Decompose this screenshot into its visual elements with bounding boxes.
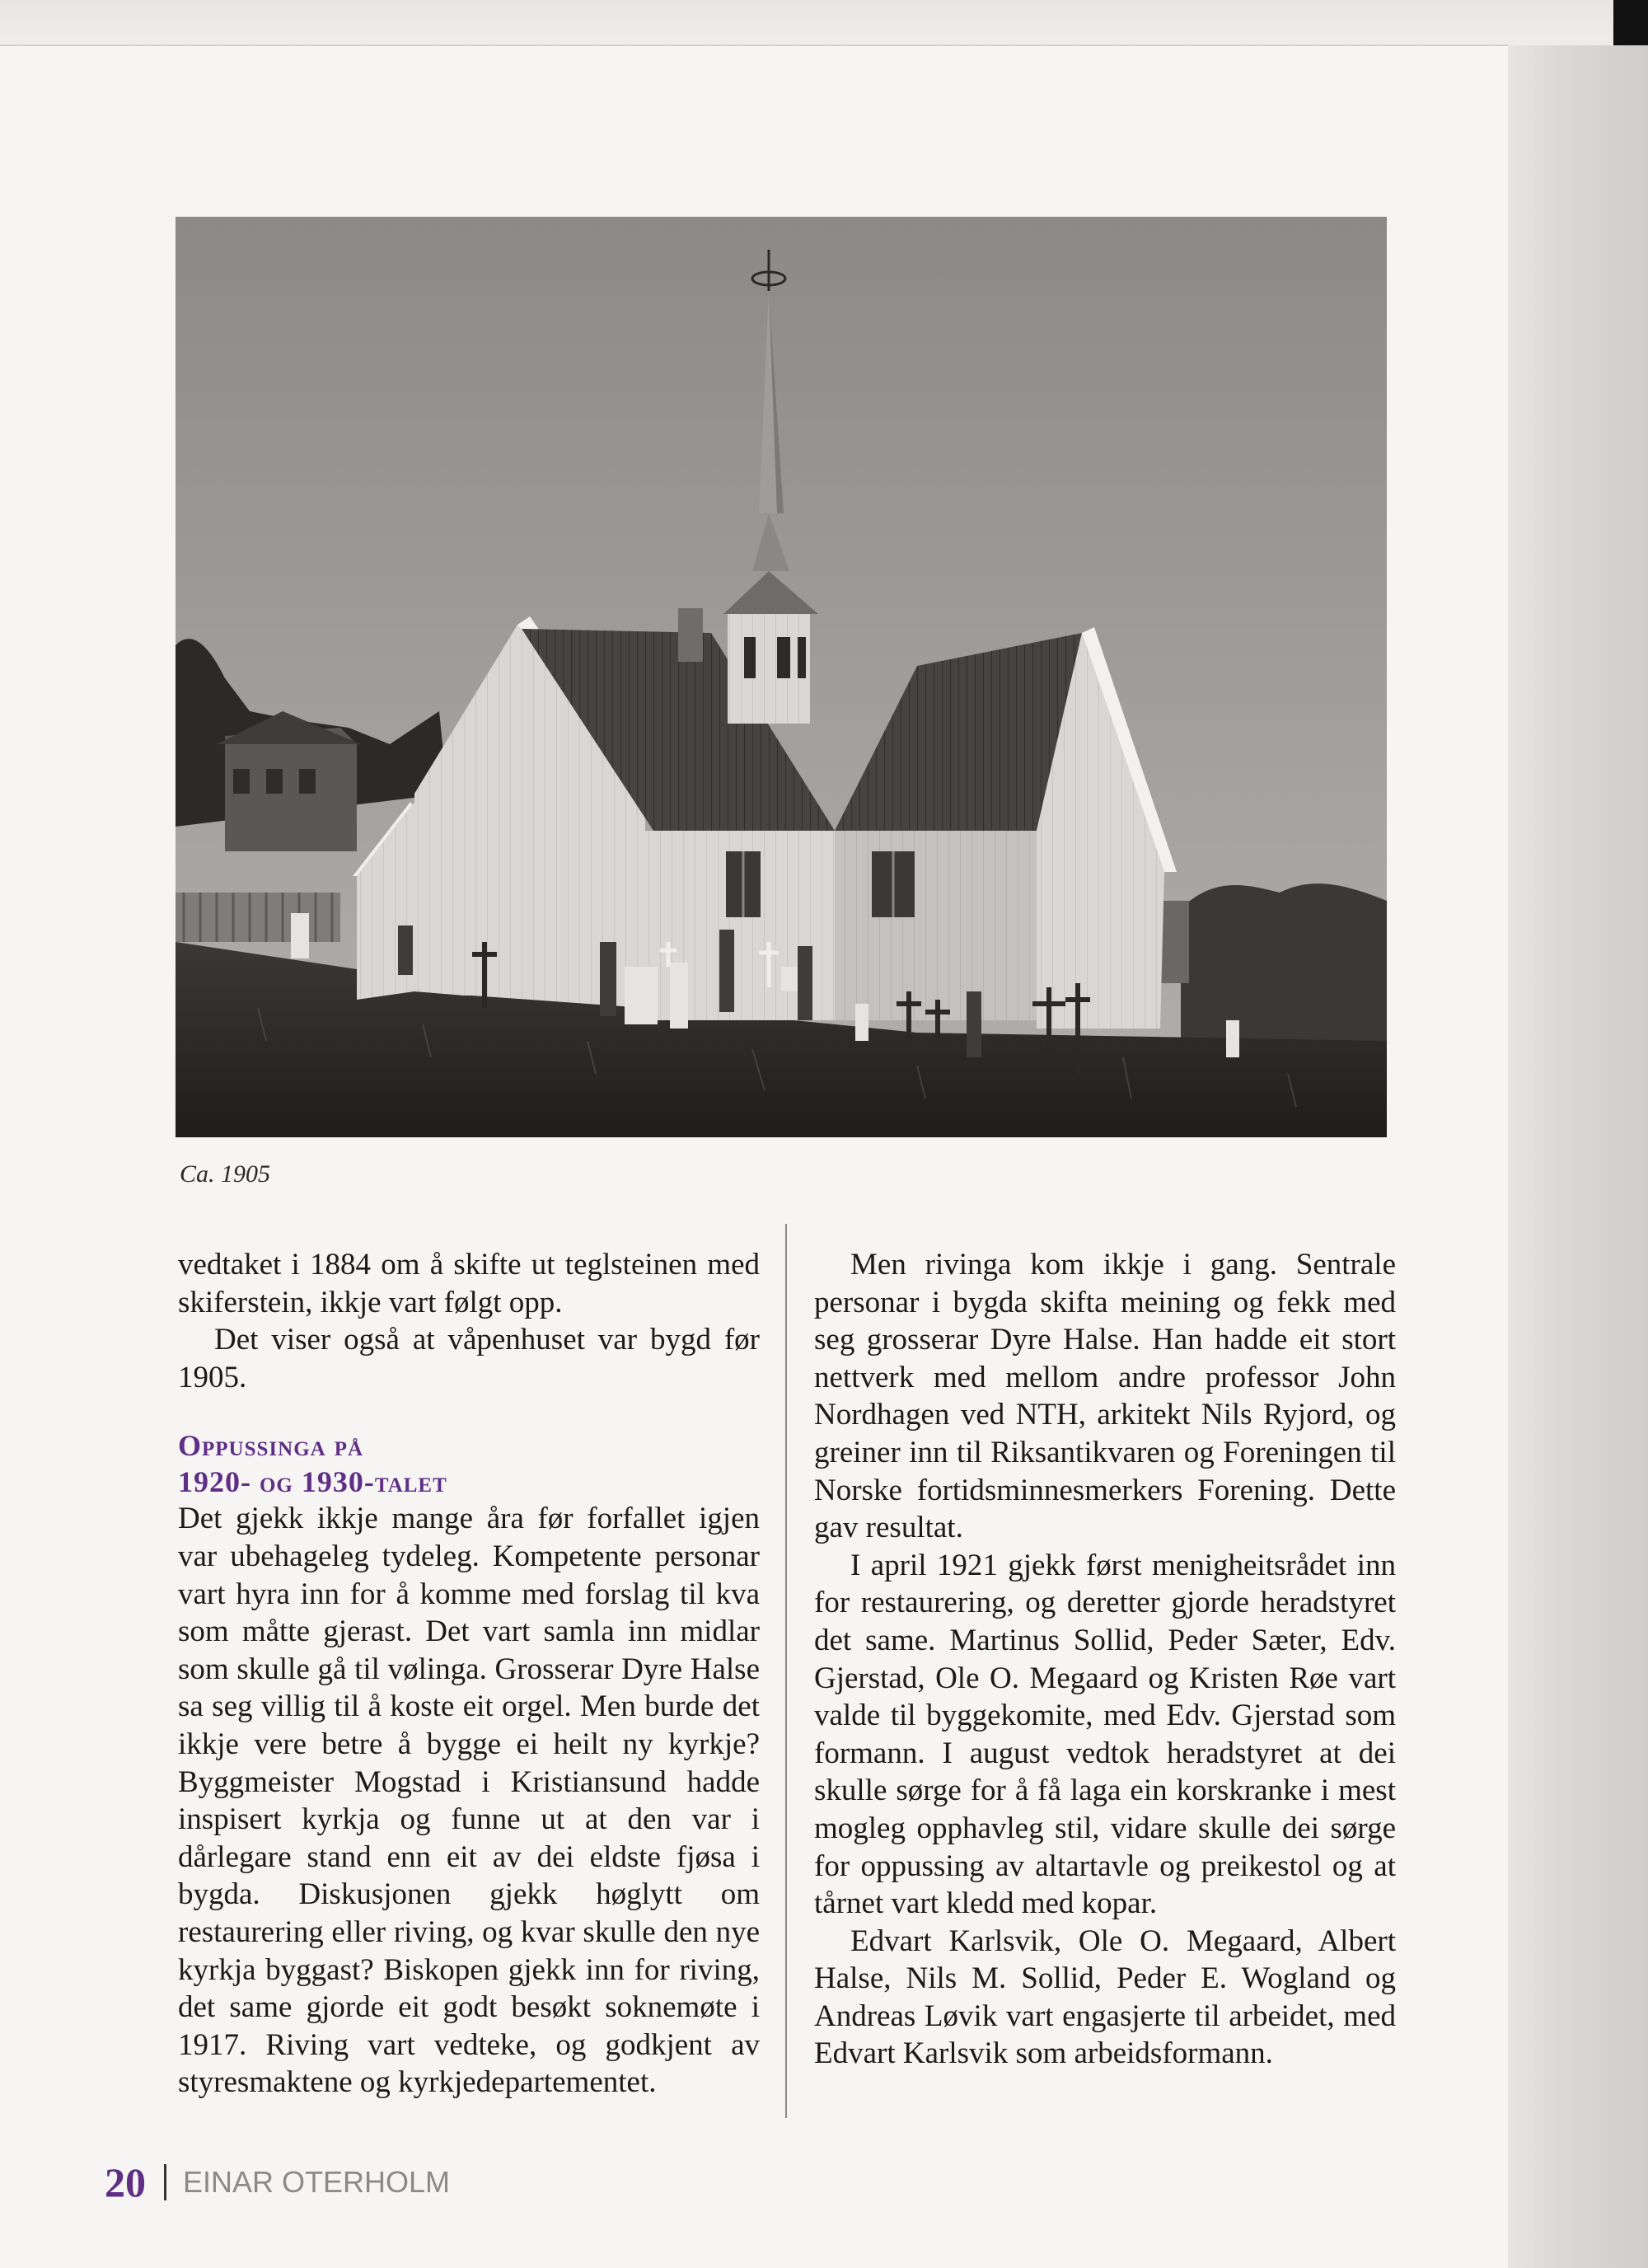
church-illustration — [176, 217, 1387, 1137]
photo-caption: Ca. 1905 — [180, 1160, 271, 1188]
paragraph: Men rivinga kom ikkje i gang. Sentrale personar i bygda skifta meining og fekk med seg grosserar Dyre Halse. Han hadde eit stort nettverk med mellom andre professor John Nordhagen ved NTH, arkitekt Nils Ryjord, og greiner inn til Riksantikvaren og Foreningen til Norske fortidsminnesmerkers Forening. Dette gav resultat. — [814, 1248, 1396, 1545]
heading-line: 1920- og 1930-talet — [178, 1465, 447, 1499]
paragraph: Edvart Karlsvik, Ole O. Megaard, Albert Halse, Nils M. Sollid, Peder E. Wogland og Andreas Løvik vart engasjerte til arbeidet, med Edvart Karlsvik som arbeidsformann. — [814, 1924, 1396, 2071]
section-heading — [178, 1427, 760, 1500]
scan-corner — [1613, 0, 1648, 48]
heading-line: Oppussinga på — [178, 1429, 364, 1463]
footer-separator — [164, 2164, 166, 2200]
left-column — [178, 1246, 760, 2102]
page-number: 20 — [105, 2159, 146, 2205]
scan-top-margin — [0, 0, 1648, 45]
paragraph: Det viser også at våpenhuset var bygd før 1905. — [178, 1323, 760, 1394]
paragraph: vedtaket i 1884 om å skifte ut teglsteinen med skiferstein, ikkje vart følgt opp. — [178, 1248, 760, 1319]
paragraph: I april 1921 gjekk først menigheitsrådet inn for restaurering, og deretter gjorde heradstyret det same. Martinus Sollid, Peder Sæter, Edv. Gjerstad, Ole O. Megaard og Kristen Røe vart valde til byggekomite, med Edv. Gjerstad som formann. I august vedtok heradstyret at dei skulle sørge for å få laga ein korskranke i mest mogleg opphavleg stil, vidare skulle dei sørge for oppussing av altartavle og preikestol og at tårnet vart kledd med kopar. — [814, 1548, 1396, 1921]
paragraph: Det gjekk ikkje mange åra før forfallet igjen var ubehageleg tydeleg. Kompetente personar vart hyra inn for å komme med forslag til kva som måtte gjerast. Det vart samla inn midlar som skulle gå til vølinga. Grosserar Dyre Halse sa seg villig til å koste eit orgel. Men burde det ikkje vere betre å bygge ei heilt ny kyrkje? Byggmeister Mogstad i Kristiansund hadde inspisert kyrkja og funne ut at den var i dårlegare stand enn eit av dei eldste fjøsa i bygda. Diskusjonen gjekk høglytt om restaurering eller riving, og kvar skulle den nye kyrkja byggast? Biskopen gjekk inn for riving, det same gjorde eit godt besøkt soknemøte i 1917. Riving vart vedteke, og godkjent av styresmaktene og kyrkjedepartementet. — [178, 1502, 760, 2100]
page-footer — [105, 2158, 450, 2207]
right-column — [814, 1246, 1396, 2073]
church-photo — [176, 217, 1387, 1137]
page-top-edge — [0, 45, 1508, 46]
column-divider — [785, 1224, 787, 2118]
author-name: EINAR OTERHOLM — [183, 2165, 451, 2199]
page-gutter-shadow — [1508, 45, 1648, 2268]
